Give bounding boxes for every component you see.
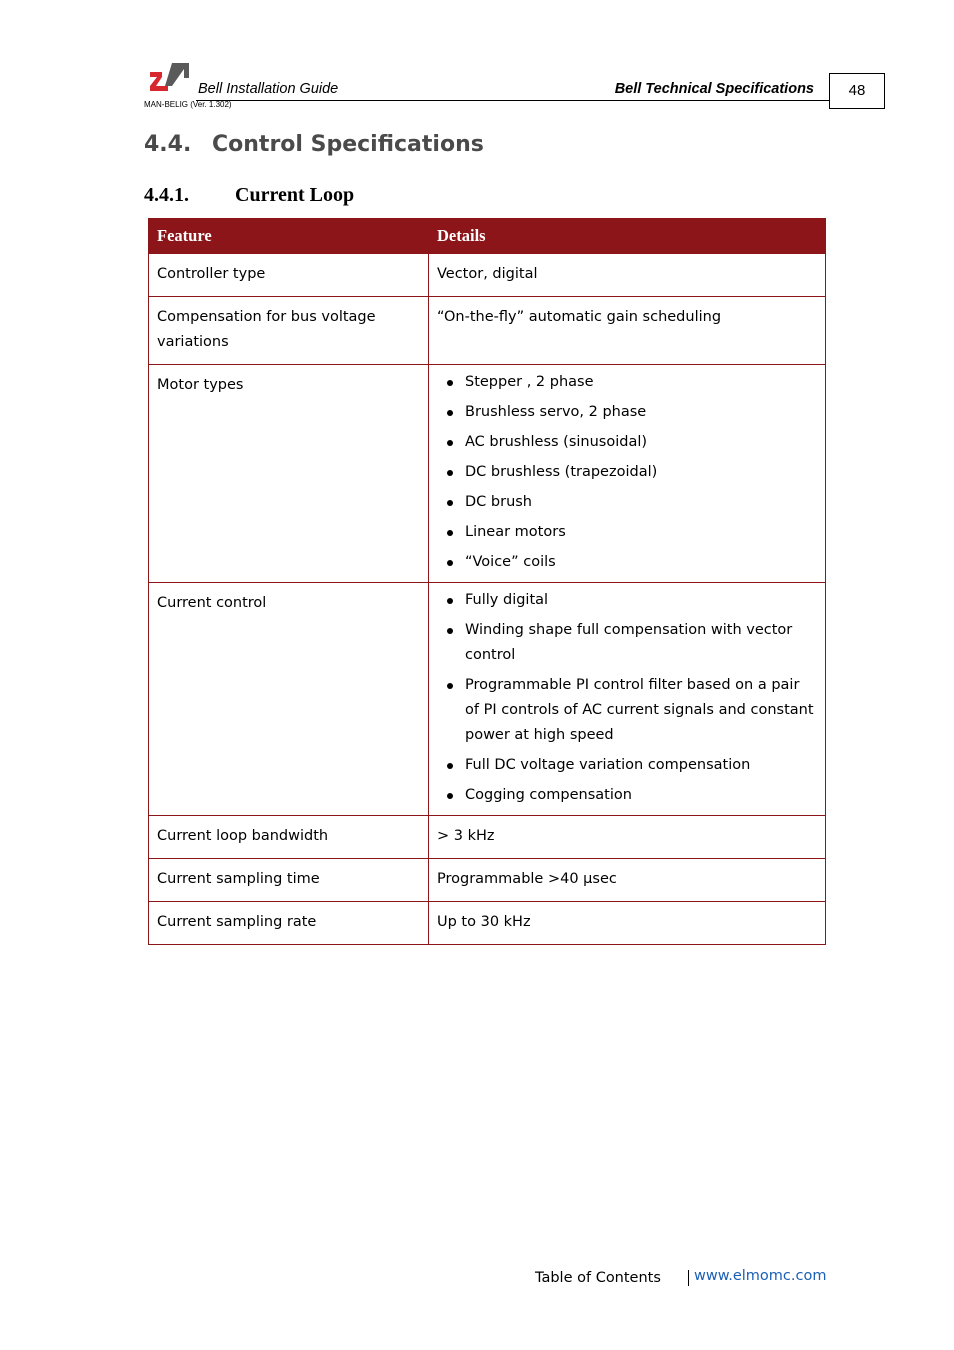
bullet-icon <box>447 500 453 506</box>
table-row <box>149 902 826 945</box>
bullet-icon <box>447 440 453 446</box>
footer-divider <box>688 1270 689 1286</box>
feature-cell: Current loop bandwidth <box>149 816 429 859</box>
list-item-text: AC brushless (sinusoidal) <box>465 434 648 450</box>
bullet-icon <box>447 530 453 536</box>
list-item-text: Stepper , 2 phase <box>465 374 594 390</box>
subsection-heading <box>144 184 354 207</box>
table-row <box>149 365 826 583</box>
bullet-icon <box>447 560 453 566</box>
list-item <box>437 490 817 515</box>
list-item <box>437 618 817 668</box>
list-item <box>437 400 817 425</box>
feature-cell: Controller type <box>149 254 429 297</box>
motor-types-list <box>437 370 817 575</box>
list-item <box>437 588 817 613</box>
subsection-number: 4.4.1. <box>144 184 189 206</box>
list-item <box>437 550 817 575</box>
detail-cell: Vector, digital <box>429 254 826 297</box>
header-section-title: Bell Technical Specifications <box>614 81 814 97</box>
feature-cell: Current sampling time <box>149 859 429 902</box>
table-row <box>149 297 826 365</box>
list-item-text: Programmable PI control filter based on a pair of PI controls of AC current signals and constant power at high speed <box>465 677 814 743</box>
list-item-text: “Voice” coils <box>465 554 556 570</box>
list-item-text: DC brushless (trapezoidal) <box>465 464 658 480</box>
section-number: 4.4. <box>144 132 192 157</box>
feature-cell: Current control <box>149 583 429 816</box>
list-item-text: Cogging compensation <box>465 787 632 803</box>
bullet-icon <box>447 470 453 476</box>
section-heading <box>144 132 484 157</box>
detail-cell <box>429 365 826 583</box>
current-loop-spec-table <box>148 218 826 945</box>
list-item <box>437 753 817 778</box>
guide-title: Bell Installation Guide <box>198 81 339 97</box>
document-version: MAN-BELIG (Ver. 1.302) <box>144 100 232 109</box>
header-rule <box>196 100 829 101</box>
detail-cell: > 3 kHz <box>429 816 826 859</box>
bullet-icon <box>447 683 453 689</box>
current-control-list <box>437 588 817 808</box>
subsection-title: Current Loop <box>235 184 355 206</box>
list-item-text: Full DC voltage variation compensation <box>465 757 751 773</box>
table-row <box>149 583 826 816</box>
bullet-icon <box>447 598 453 604</box>
list-item-text: Linear motors <box>465 524 566 540</box>
website-link[interactable]: www.elmomc.com <box>694 1268 827 1284</box>
column-header-details: Details <box>429 219 826 254</box>
table-row <box>149 254 826 297</box>
bullet-icon <box>447 410 453 416</box>
list-item-text: Winding shape full compensation with vector control <box>465 622 793 663</box>
list-item <box>437 673 817 748</box>
list-item <box>437 520 817 545</box>
feature-cell: Current sampling rate <box>149 902 429 945</box>
bullet-icon <box>447 793 453 799</box>
detail-cell <box>429 583 826 816</box>
list-item <box>437 370 817 395</box>
list-item-text: DC brush <box>465 494 532 510</box>
table-row <box>149 859 826 902</box>
list-item <box>437 460 817 485</box>
detail-cell: Up to 30 kHz <box>429 902 826 945</box>
table-header-row <box>149 219 826 254</box>
list-item <box>437 783 817 808</box>
elmo-logo-icon <box>148 62 190 92</box>
section-title: Control Specifications <box>212 132 484 157</box>
bullet-icon <box>447 763 453 769</box>
detail-cell: Programmable >40 µsec <box>429 859 826 902</box>
feature-cell: Motor types <box>149 365 429 583</box>
detail-cell: “On-the-fly” automatic gain scheduling <box>429 297 826 365</box>
feature-cell: Compensation for bus voltage variations <box>149 297 429 365</box>
table-row <box>149 816 826 859</box>
bullet-icon <box>447 628 453 634</box>
list-item-text: Brushless servo, 2 phase <box>465 404 647 420</box>
bullet-icon <box>447 380 453 386</box>
list-item-text: Fully digital <box>465 592 549 608</box>
page-number: 48 <box>829 73 885 109</box>
table-of-contents-link[interactable]: Table of Contents <box>535 1270 661 1286</box>
column-header-feature: Feature <box>149 219 429 254</box>
list-item <box>437 430 817 455</box>
